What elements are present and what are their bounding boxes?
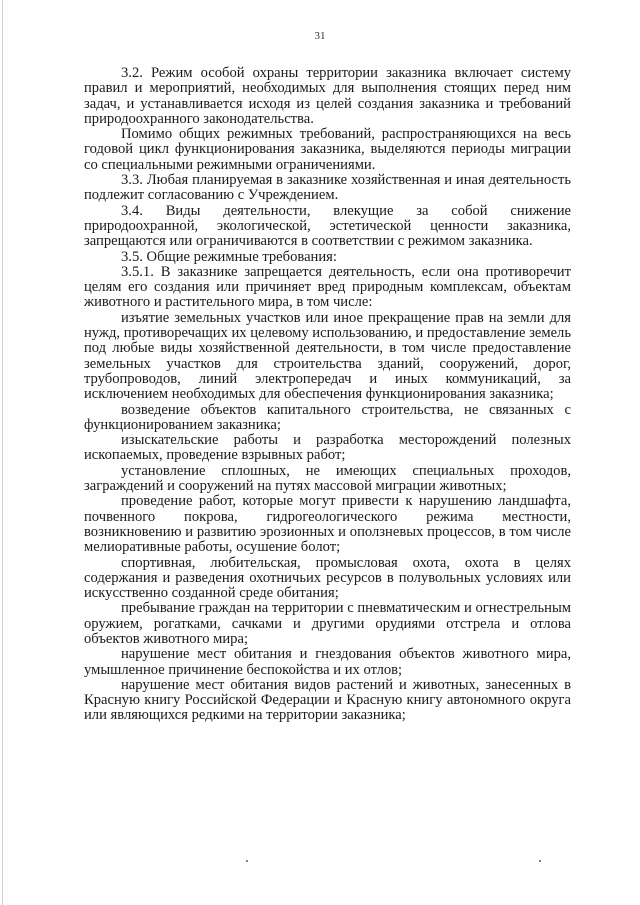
scan-speck <box>246 860 248 862</box>
document-body <box>84 66 571 724</box>
list-item-barriers: установление сплошных, не имеющих специальных проходов, заграждений и сооружений на путях массовой миграции животных; <box>84 462 571 495</box>
list-item-hunting: спортивная, любительская, промысловая охота, охота в целях содержания и разведения охотничьих ресурсов в полувольных условиях или искусственно созданной среде обитания; <box>84 554 571 602</box>
list-item-land-withdrawal: изъятие земельных участков или иное прекращение прав на земли для нужд, противоречащих их целевому использованию, и предоставление земель под любые виды хозяйственной деятельности, в том числе предоставление земельных участков для строительства зданий, сооружений, дорог, трубопроводов, линий электропередач и иных коммуникаций, за исключением необходимых для обеспечения функционирования заказника; <box>84 309 571 403</box>
page-number: 31 <box>314 30 326 42</box>
scan-speck <box>539 860 541 862</box>
list-item-construction: возведение объектов капитального строительства, не связанных с функционированием заказника; <box>84 401 571 433</box>
paragraph-3-2: 3.2. Режим особой охраны территории заказника включает систему правил и мероприятий, необходимых для выполнения стоящих перед ним задач, и устанавливается исходя из целей создания заказника и требований природоохранного законодательства. <box>84 65 571 127</box>
list-item-landscape-works: проведение работ, которые могут привести к нарушению ландшафта, почвенного покрова, гидрогеологического режима местности, возникновению и развитию эрозионных и оползневых процессов, в том числе мелиоративные работы, осушение болот; <box>84 493 571 556</box>
paragraph-3-3: 3.3. Любая планируемая в заказнике хозяйственная и иная деятельность подлежит согласованию с Учреждением. <box>84 172 571 204</box>
list-item-habitat-disturbance: нарушение мест обитания и гнездования объектов животного мира, умышленное причинение беспокойства и их отлов; <box>84 646 571 678</box>
paragraph-3-5-1: 3.5.1. В заказнике запрещается деятельность, если она противоречит целям его создания или причиняет вред природным комплексам, объектам животного и растительного мира, в том числе: <box>84 263 571 311</box>
paragraph-3-4: 3.4. Виды деятельности, влекущие за собой снижение природоохранной, экологической, эстетической ценности заказника, запрещаются или ограничиваются в соответствии с режимом заказника. <box>84 202 571 250</box>
scan-edge <box>2 0 3 905</box>
list-item-exploration: изыскательские работы и разработка месторождений полезных ископаемых, проведение взрывных работ; <box>84 432 571 464</box>
paragraph-3-5: 3.5. Общие режимные требования: <box>121 248 337 265</box>
paragraph-general-requirements: Помимо общих режимных требований, распространяющихся на весь годовой цикл функционирования заказника, выделяются периоды миграции со специальными режимными ограничениями. <box>84 126 571 173</box>
list-item-weapons: пребывание граждан на территории с пневматическим и огнестрельным оружием, рогатками, сачками и другими орудиями отстрела и отлова объектов животного мира; <box>84 600 571 647</box>
list-item-red-book-species: нарушение мест обитания видов растений и животных, занесенных в Красную книгу Российской Федерации и Красную книгу автономного округа или являющихся редкими на территории заказника; <box>84 676 571 724</box>
